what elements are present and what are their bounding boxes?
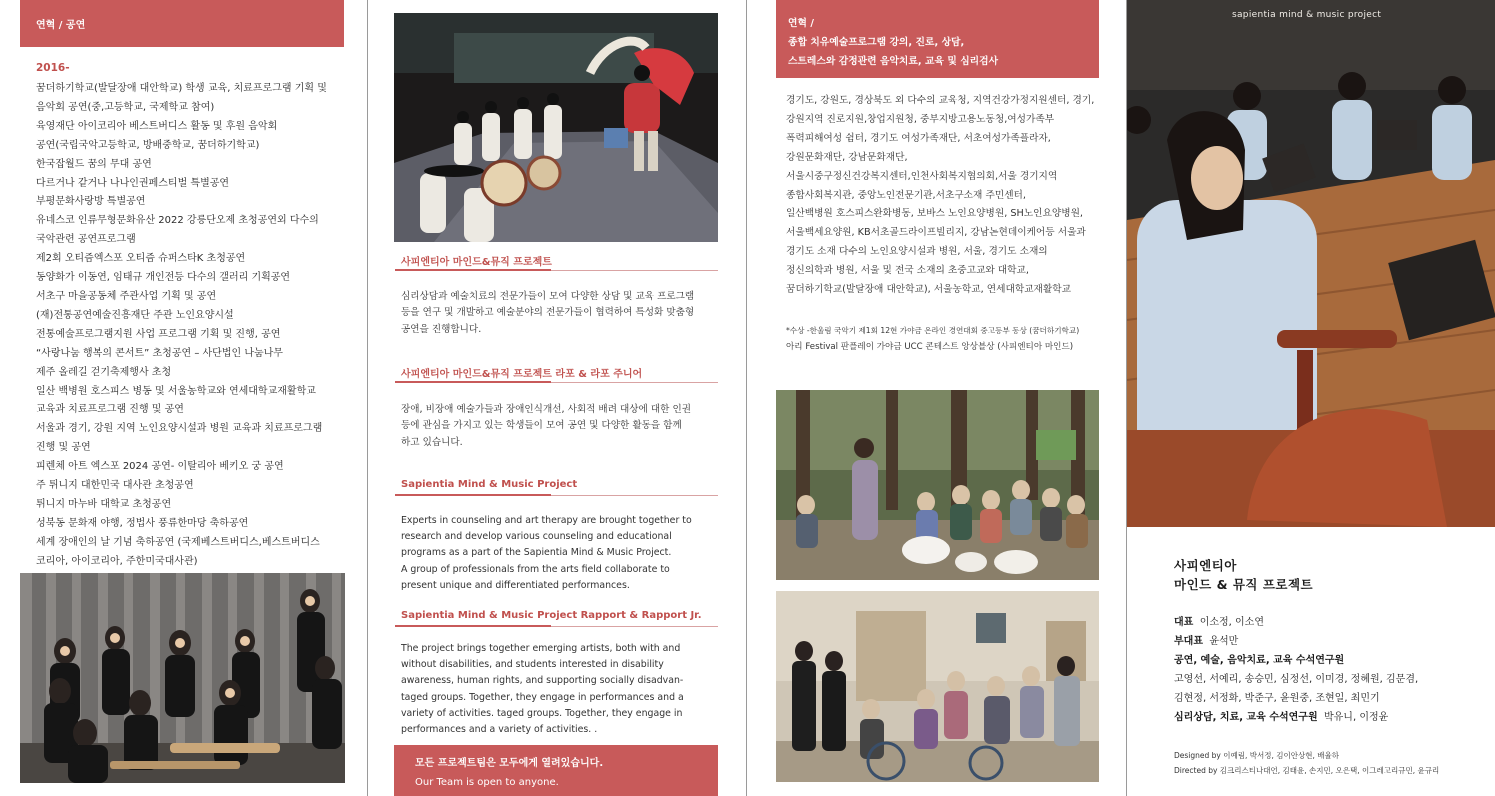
history-item: 한국잡월드 꿈의 무대 공연 bbox=[36, 158, 152, 170]
paragraph-line: Experts in counseling and art therapy are brought together to bbox=[401, 515, 692, 526]
history-item: 튀니지 마누바 대학교 초청공연 bbox=[36, 498, 172, 510]
history-item: 공연(국립국악고등학교, 방배중학교, 꿈더하기학교) bbox=[36, 139, 260, 151]
outdoor-singing-bowl-session-photo bbox=[776, 390, 1099, 580]
history-item: 육영재단 아이코리아 베스트버디스 활동 및 후원 음악회 bbox=[36, 120, 278, 132]
section-title-rapport-en: Sapientia Mind & Music Project Rapport & Rapport Jr. bbox=[401, 610, 702, 621]
section-underline bbox=[395, 270, 718, 271]
award-line: 아리 Festival 판플레이 가야금 UCC 콘테스트 앙상블상 (사피엔티아 마인드) bbox=[786, 342, 1074, 352]
paragraph-line: 공연을 진행합니다. bbox=[401, 323, 482, 335]
activities-line: 서울시중구정신건강복지센터,인천사회복지협의회,서울 경기지역 bbox=[786, 170, 1058, 182]
paragraph-line: 심리상담과 예술치료의 전문가들이 모여 다양한 상담 및 교육 프로그램 bbox=[401, 291, 695, 302]
activities-line: 서울백세요양원, KB서초골드라이프빌리지, 강남논현데이케어등 서울과 bbox=[786, 227, 1086, 239]
designed-by: Designed by 이예림, 박서정, 김이안상현, 배율하 bbox=[1174, 751, 1339, 760]
history-header: 연혁 / 공연 bbox=[20, 0, 344, 47]
history-item: (재)전통공연예술진흥재단 주관 노인요양시설 bbox=[36, 309, 234, 321]
activities-line: 경기도 소재 다수의 노인요양시설과 병원, 서울, 경기도 소재의 bbox=[786, 246, 1048, 258]
history-item: 교육과 치료프로그램 진행 및 공연 bbox=[36, 404, 184, 416]
photo-caption: sapientia mind & music project bbox=[1232, 10, 1382, 20]
staff-vice: 부대표 윤석만 bbox=[1174, 636, 1239, 647]
nursing-home-session-photo bbox=[776, 591, 1099, 782]
paragraph-line: 등에 관심을 가지고 있는 학생들이 모여 공연 및 다양한 활동을 함께 bbox=[401, 420, 682, 432]
section-title-project-en: Sapientia Mind & Music Project bbox=[401, 479, 578, 490]
paragraph-line: without disabilities, and students interested in disability bbox=[401, 659, 664, 671]
ensemble-performance-photo bbox=[20, 573, 345, 783]
staff-perf-members: 김현정, 서정화, 박준구, 윤원중, 조현일, 최민기 bbox=[1174, 693, 1380, 704]
history-item: 성북동 문화재 야행, 정법사 풍류한마당 축하공연 bbox=[36, 517, 249, 529]
history-item: 국악관련 공연프로그램 bbox=[36, 234, 136, 246]
traditional-stage-performance-photo bbox=[394, 13, 718, 242]
paragraph-line: programs as a part of the Sapientia Mind & Music Project. bbox=[401, 547, 672, 559]
paragraph-line: A group of professionals from the arts field collaborate to bbox=[401, 563, 670, 575]
staff-list bbox=[1174, 613, 1474, 727]
history-list bbox=[36, 80, 341, 572]
activities-line: 경기도, 강원도, 경상북도 외 다수의 교육청, 지역건강가정지원센터, 경기, bbox=[786, 95, 1095, 106]
section-body-rapport-en bbox=[401, 641, 706, 738]
open-team-banner bbox=[394, 745, 718, 796]
history-item: 제주 올레길 걷기축제행사 초청 bbox=[36, 366, 172, 378]
history-item: 전통예술프로그램지원 사업 프로그램 기획 및 진행, 공연 bbox=[36, 328, 281, 340]
awards-note bbox=[786, 322, 1106, 356]
project-title bbox=[1174, 556, 1313, 594]
history-item: 꿈더하기학교(발달장애 대안학교) 학생 교육, 치료프로그램 기획 및 bbox=[36, 83, 327, 94]
paragraph-line: 등을 연구 및 개발하고 예술분야의 전문가들이 협력하여 특성화 맞춤형 bbox=[401, 307, 695, 319]
column-divider-1 bbox=[367, 0, 368, 796]
section-body-project-en bbox=[401, 513, 706, 594]
staff-perf-label: 공연, 예술, 음악치료, 교육 수석연구원 bbox=[1174, 655, 1345, 666]
history-item: 서울과 경기, 강원 지역 노인요양시설과 병원 교육과 치료프로그램 bbox=[36, 423, 323, 435]
activities-line: 종합사회복지관, 중앙노인전문기관,서초구소재 주민센터, bbox=[786, 189, 1026, 201]
gayageum-ensemble-photo bbox=[1127, 0, 1495, 527]
paragraph-line: research and develop various counseling and educational bbox=[401, 531, 672, 543]
credits bbox=[1174, 748, 1439, 778]
history-item: 제2회 오티즘엑스포 오티즘 슈퍼스타K 초청공연 bbox=[36, 253, 246, 265]
history-item: “사랑나눔 행복의 콘서트” 초청공연 – 사단법인 나눔나무 bbox=[36, 347, 283, 359]
history-item: 피렌체 아트 엑스포 2024 공연- 이탈리아 베키오 궁 공연 bbox=[36, 461, 284, 473]
history-item: 부평문화사랑방 특별공연 bbox=[36, 196, 146, 208]
section-underline bbox=[395, 495, 718, 496]
paragraph-line: awareness, human rights, and supporting socially disadvan- bbox=[401, 675, 684, 687]
activities-line: 일산백병원 호스피스완화병동, 보바스 노인요양병원, SH노인요양병원, bbox=[786, 208, 1084, 220]
section-title-rapport-ko: 사피엔티아 마인드&뮤직 프로젝트 라포 & 라포 주니어 bbox=[401, 369, 643, 380]
section-body-project-ko bbox=[401, 289, 706, 338]
history-item: 일산 백병원 호스피스 병동 및 서울농학교와 연세대학교재활학교 bbox=[36, 385, 316, 397]
activities-line: 정신의학과 병원, 서울 및 전국 소재의 초중고교와 대학교, bbox=[786, 265, 1029, 277]
paragraph-line: variety of activities. taged groups. Together, they engage in bbox=[401, 707, 683, 719]
staff-psy: 심리상담, 치료, 교육 수석연구원 박유니, 이정윤 bbox=[1174, 712, 1389, 723]
award-line: *수상 -한울림 국악기 제1회 12현 가야금 온라인 경연대회 중고등부 동상 (꿈더하기학교) bbox=[786, 326, 1080, 335]
paragraph-line: performances and a variety of activities. . bbox=[401, 724, 598, 736]
section-underline bbox=[395, 382, 718, 383]
activities-line: 폭력피해여성 쉼터, 경기도 여성가족재단, 서초여성가족플라자, bbox=[786, 132, 1051, 144]
history-year: 2016- bbox=[36, 62, 70, 74]
history-item: 음악회 공연(중,고등학교, 국제학교 참여) bbox=[36, 101, 215, 113]
history-item: 진행 및 공연 bbox=[36, 442, 91, 454]
paragraph-line: taged groups. Together, they engage in performances and a bbox=[401, 691, 684, 703]
section-underline bbox=[395, 626, 718, 627]
paragraph-line: 하고 있습니다. bbox=[401, 436, 463, 448]
history-item: 다르거나 같거나 나나인권페스티벌 특별공연 bbox=[36, 177, 230, 189]
staff-perf-members: 고영선, 서예리, 송승민, 심정선, 이미경, 정혜원, 김문겸, bbox=[1174, 674, 1419, 685]
paragraph-line: The project brings together emerging artists, both with and bbox=[401, 643, 681, 654]
header-line: 종합 치유예술프로그램 강의, 진로, 상담, bbox=[788, 37, 965, 48]
open-team-text-ko: 모든 프로젝트팀은 모두에게 열려있습니다. bbox=[415, 758, 604, 769]
activities-line: 꿈더하기학교(발달장애 대안학교), 서울농학교, 연세대학교재활학교 bbox=[786, 284, 1071, 296]
history-item: 코리아, 아이코리아, 주한미국대사관) bbox=[36, 555, 198, 567]
history-item: 주 튀니지 대한민국 대사관 초청공연 bbox=[36, 480, 194, 492]
activities-list bbox=[786, 92, 1104, 300]
staff-rep: 대표 이소정, 이소연 bbox=[1174, 617, 1265, 628]
header-line: 스트레스와 감정관련 음악치료, 교육 및 심리검사 bbox=[788, 56, 999, 67]
directed-by: Directed by 김크리스티나대언, 김태윤, 손지민, 오은택, 이그레고리규민, 윤규리 bbox=[1174, 766, 1440, 775]
paragraph-line: 장애, 비장애 예술가들과 장애인식개선, 사회적 배려 대상에 대한 인권 bbox=[401, 404, 691, 415]
history-item: 유네스코 인류무형문화유산 2022 강릉단오제 초청공연외 다수의 bbox=[36, 215, 319, 227]
history-item: 세계 장애인의 날 기념 축하공연 (국제베스트버디스,베스트버디스 bbox=[36, 536, 320, 548]
history-item: 동양화가 이동연, 임태규 개인전등 다수의 갤러리 기획공연 bbox=[36, 272, 291, 284]
section-title-project-ko: 사피엔티아 마인드&뮤직 프로젝트 bbox=[401, 257, 552, 268]
column-divider-2 bbox=[746, 0, 747, 796]
activities-line: 강원문화재단, 강남문화재단, bbox=[786, 151, 908, 163]
section-body-rapport-ko bbox=[401, 402, 706, 451]
activities-line: 강원지역 진로지원,창업지원청, 중부지방고용노동청,여성가족부 bbox=[786, 113, 1055, 125]
project-title-line: 마인드 & 뮤직 프로젝트 bbox=[1174, 577, 1314, 592]
header-line: 연혁 / bbox=[788, 18, 814, 29]
activities-header bbox=[776, 0, 1099, 78]
history-item: 서초구 마을공동체 주관사업 기획 및 공연 bbox=[36, 290, 217, 302]
open-team-text-en: Our Team is open to anyone. bbox=[415, 777, 559, 788]
paragraph-line: present unique and differentiated performances. bbox=[401, 579, 630, 591]
project-title-line: 사피엔티아 bbox=[1174, 558, 1237, 573]
